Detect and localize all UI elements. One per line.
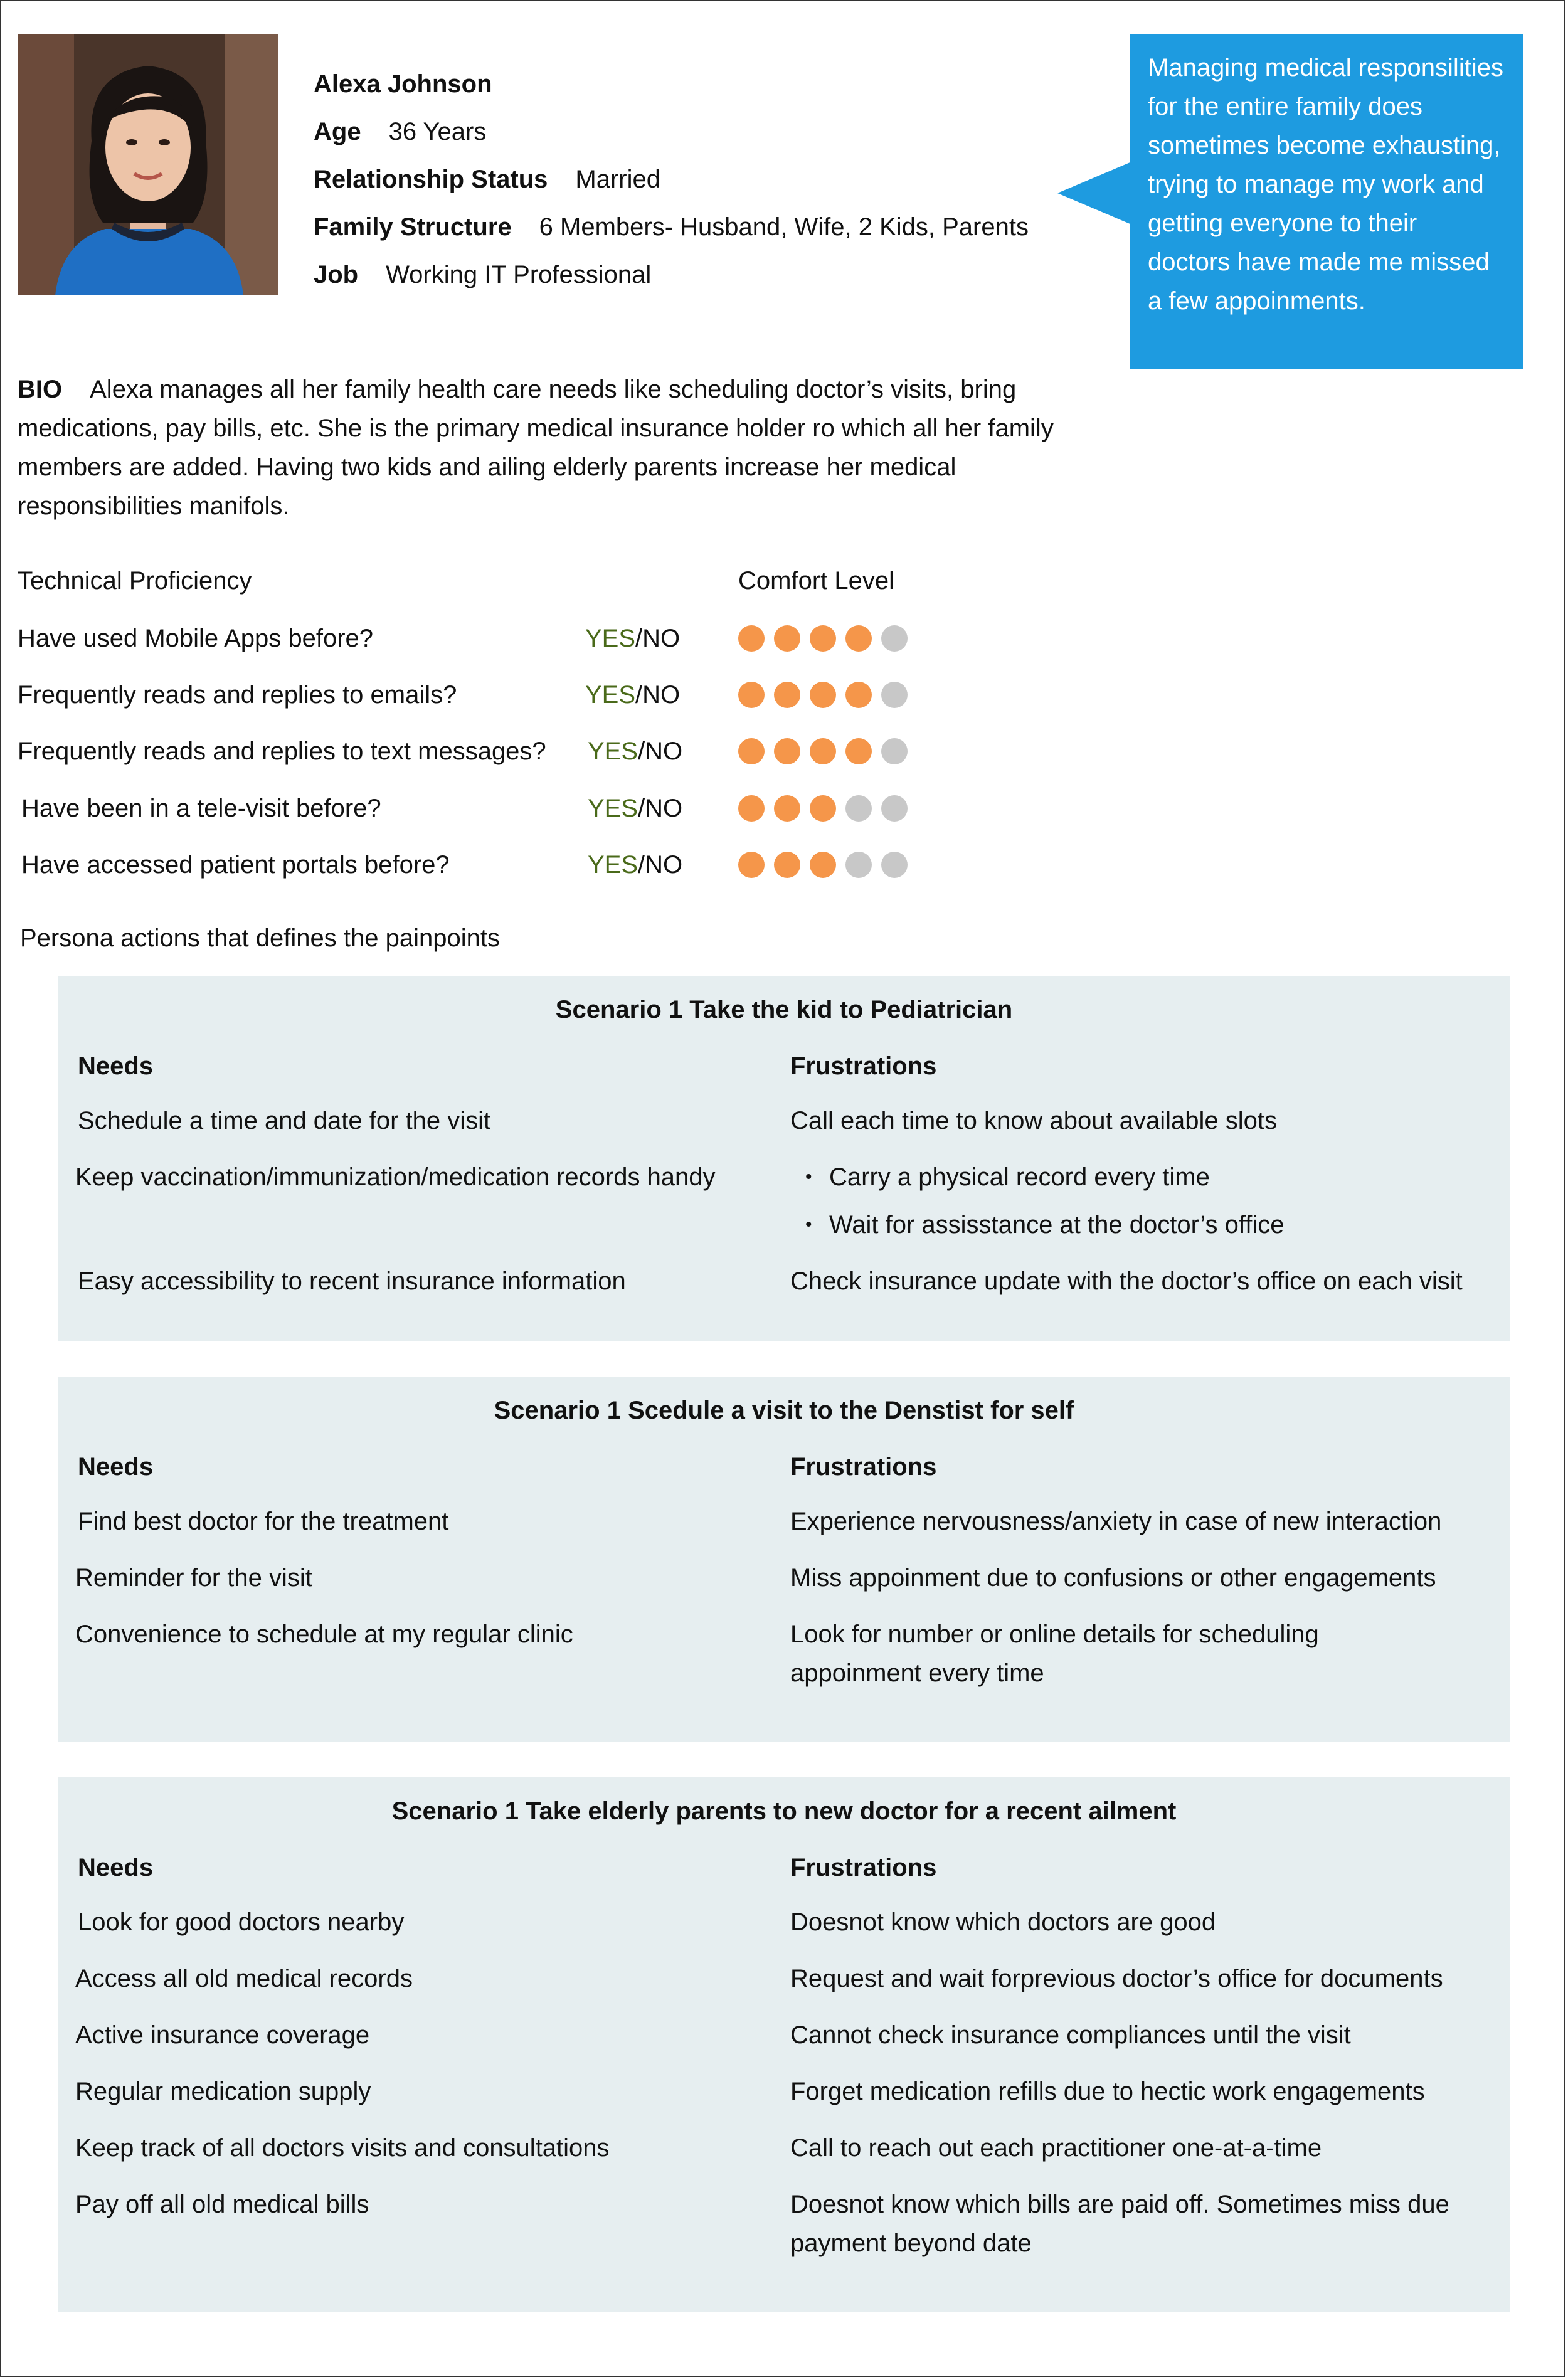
frustration-item: Miss appoinment due to confusions or other engagements <box>790 1564 1436 1592</box>
relationship-row <box>314 164 660 194</box>
scenario-title: Scenario 1 Take the kid to Pediatrician <box>555 996 1013 1023</box>
frustration-item: Doesnot know which doctors are good <box>790 1908 1216 1936</box>
need-item: Access all old medical records <box>75 1965 413 1992</box>
rating-dot-empty-icon <box>881 682 908 708</box>
family-row <box>314 212 1029 242</box>
rating-dot-filled-icon <box>774 795 800 822</box>
frustrations-heading: Frustrations <box>790 1052 937 1080</box>
comfort-level-rating <box>738 738 908 764</box>
need-item: Regular medication supply <box>75 2078 371 2105</box>
rating-dot-empty-icon <box>845 852 872 878</box>
need-item: Keep vaccination/immunization/medication records handy <box>75 1163 716 1191</box>
persona-quote: Managing medical responsilities for the entire family does sometimes become exhausting, trying to manage my work and getting everyone to their doctors have made me missed a few appoinments. <box>1130 34 1523 369</box>
need-item: Active insurance coverage <box>75 2021 370 2049</box>
comfort-level-rating <box>738 625 908 652</box>
bio-text: Alexa manages all her family health care needs like scheduling doctor’s visits, bring medications, pay bills, etc. She is the primary medical insurance holder ro which all her family members are added. Having two kids and ailing elderly parents increase her medical responsibilities manifols. <box>18 376 1054 520</box>
comfort-level-rating <box>738 795 908 822</box>
rating-dot-filled-icon <box>774 738 800 764</box>
rating-dot-empty-icon <box>845 795 872 822</box>
age-row <box>314 117 486 147</box>
age-label: Age <box>314 118 361 145</box>
needs-heading: Needs <box>78 1052 154 1080</box>
rating-dot-filled-icon <box>738 682 765 708</box>
need-item: Keep track of all doctors visits and consultations <box>75 2134 610 2162</box>
job-row <box>314 260 651 290</box>
rating-dot-filled-icon <box>810 738 836 764</box>
proficiency-question: Have used Mobile Apps before? <box>18 625 374 652</box>
job-value: Working IT Professional <box>386 261 652 288</box>
need-item: Look for good doctors nearby <box>78 1908 405 1936</box>
scenario-title: Scenario 1 Scedule a visit to the Denstist for self <box>494 1397 1074 1424</box>
bio-label: BIO <box>18 376 63 403</box>
rating-dot-filled-icon <box>738 795 765 822</box>
proficiency-question: Frequently reads and replies to text messages? <box>18 738 546 765</box>
scenario-title: Scenario 1 Take elderly parents to new doctor for a recent ailment <box>391 1797 1177 1825</box>
relationship-label: Relationship Status <box>314 166 548 193</box>
need-item: Convenience to schedule at my regular clinic <box>75 1621 573 1648</box>
scenario-card <box>58 1777 1510 2312</box>
rating-dot-empty-icon <box>881 738 908 764</box>
family-label: Family Structure <box>314 213 512 241</box>
technical-proficiency-heading: Technical Proficiency <box>18 567 252 595</box>
rating-dot-filled-icon <box>845 625 872 652</box>
comfort-level-rating <box>738 852 908 878</box>
frustration-item: Cannot check insurance compliances until the visit <box>790 2021 1351 2049</box>
yes-no-answer <box>585 623 680 653</box>
persona-name: Alexa Johnson <box>314 70 492 98</box>
yes-text: YES <box>588 738 638 765</box>
rating-dot-filled-icon <box>774 625 800 652</box>
frustration-item: Call to reach out each practitioner one-at-a-time <box>790 2134 1322 2162</box>
no-text: /NO <box>638 738 683 765</box>
rating-dot-empty-icon <box>881 795 908 822</box>
frustrations-heading: Frustrations <box>790 1854 937 1881</box>
relationship-value: Married <box>575 166 660 193</box>
yes-text: YES <box>588 795 638 822</box>
need-item: Find best doctor for the treatment <box>78 1508 449 1535</box>
rating-dot-filled-icon <box>845 738 872 764</box>
frustration-item: Check insurance update with the doctor’s office on each visit <box>790 1267 1463 1295</box>
needs-heading: Needs <box>78 1854 154 1881</box>
rating-dot-filled-icon <box>810 852 836 878</box>
yes-text: YES <box>588 851 638 879</box>
rating-dot-filled-icon <box>738 625 765 652</box>
rating-dot-filled-icon <box>810 682 836 708</box>
no-text: /NO <box>635 625 681 652</box>
rating-dot-filled-icon <box>774 682 800 708</box>
yes-no-answer <box>588 736 682 766</box>
frustration-item: Request and wait forprevious doctor’s office for documents <box>790 1965 1443 1992</box>
age-value: 36 Years <box>388 118 487 145</box>
scenario-card <box>58 1377 1510 1742</box>
comfort-level-rating <box>738 682 908 708</box>
frustration-item: Experience nervousness/anxiety in case of new interaction <box>790 1508 1442 1535</box>
job-label: Job <box>314 261 359 288</box>
bio-section <box>18 370 1059 526</box>
frustration-item: • Carry a physical record every time <box>829 1158 1210 1197</box>
need-item: Pay off all old medical bills <box>75 2191 369 2218</box>
rating-dot-empty-icon <box>881 852 908 878</box>
rating-dot-empty-icon <box>881 625 908 652</box>
frustrations-heading: Frustrations <box>790 1453 937 1481</box>
yes-no-answer <box>585 680 680 710</box>
rating-dot-filled-icon <box>845 682 872 708</box>
persona-actions-heading: Persona actions that defines the painpoints <box>20 924 500 952</box>
family-value: 6 Members- Husband, Wife, 2 Kids, Parents <box>539 213 1029 241</box>
frustration-item: Look for number or online details for scheduling appoinment every time <box>790 1621 1319 1687</box>
rating-dot-filled-icon <box>810 795 836 822</box>
quote-pointer-icon <box>1057 162 1131 225</box>
rating-dot-filled-icon <box>738 738 765 764</box>
yes-no-answer <box>588 850 682 880</box>
no-text: /NO <box>635 681 681 709</box>
frustration-item: Forget medication refills due to hectic work engagements <box>790 2078 1425 2105</box>
persona-photo <box>18 34 278 295</box>
no-text: /NO <box>638 795 683 822</box>
frustration-item: • Wait for assisstance at the doctor’s office <box>829 1205 1285 1244</box>
frustration-item: Call each time to know about available slots <box>790 1107 1277 1134</box>
rating-dot-filled-icon <box>774 852 800 878</box>
comfort-level-heading: Comfort Level <box>738 567 894 595</box>
yes-text: YES <box>585 681 636 709</box>
rating-dot-filled-icon <box>810 625 836 652</box>
proficiency-question: Frequently reads and replies to emails? <box>18 681 457 709</box>
scenario-card <box>58 976 1510 1341</box>
proficiency-question: Have accessed patient portals before? <box>21 851 450 879</box>
no-text: /NO <box>638 851 683 879</box>
rating-dot-filled-icon <box>738 852 765 878</box>
needs-heading: Needs <box>78 1453 154 1481</box>
yes-no-answer <box>588 793 682 823</box>
need-item: Schedule a time and date for the visit <box>78 1107 491 1134</box>
yes-text: YES <box>585 625 636 652</box>
frustration-item: Doesnot know which bills are paid off. Sometimes miss due payment beyond date <box>790 2191 1449 2257</box>
need-item: Easy accessibility to recent insurance information <box>78 1267 626 1295</box>
need-item: Reminder for the visit <box>75 1564 312 1592</box>
proficiency-question: Have been in a tele-visit before? <box>21 795 381 822</box>
